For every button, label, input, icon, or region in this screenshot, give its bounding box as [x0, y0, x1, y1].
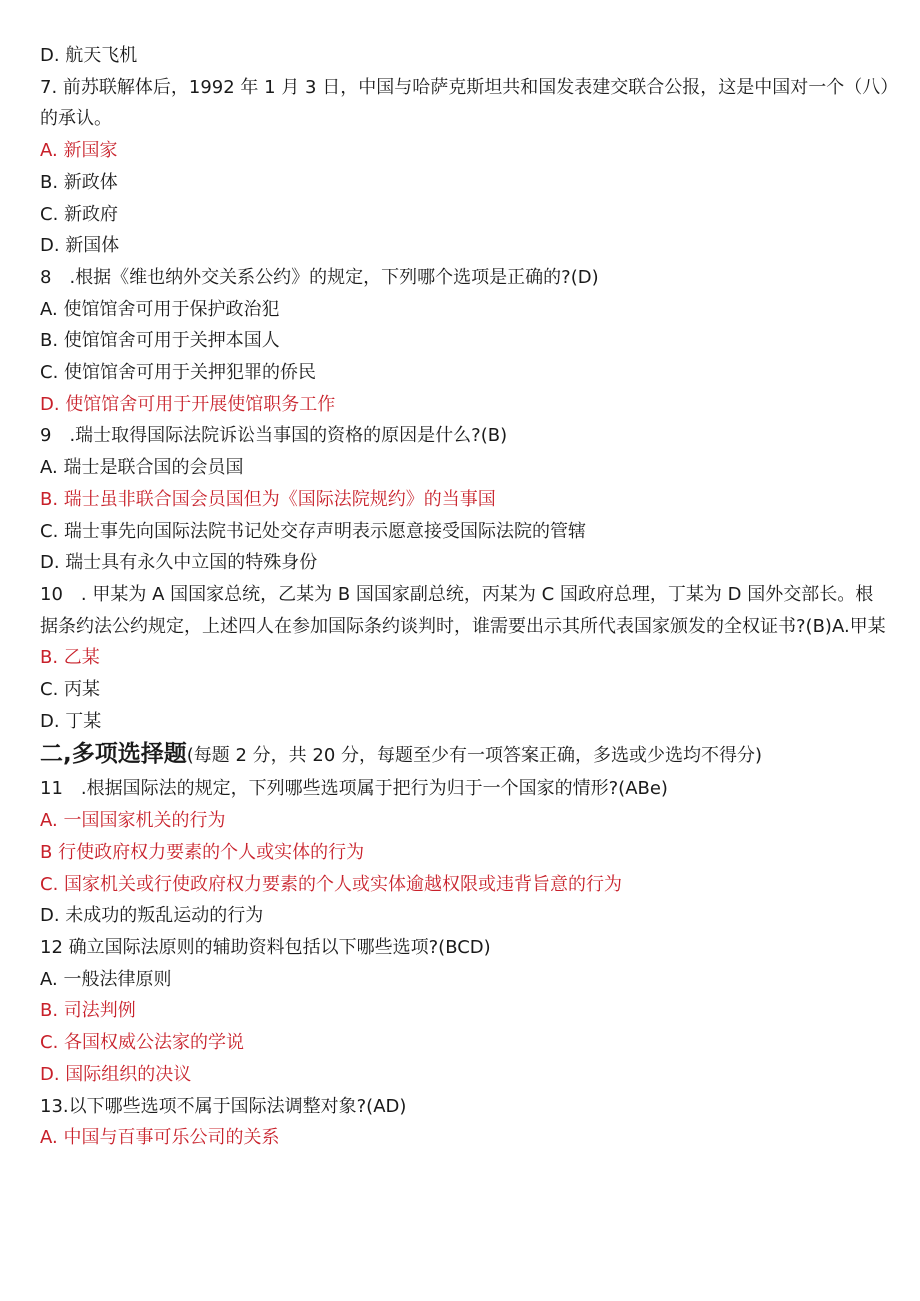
section-note: (每题 2 分，共 20 分，每题至少有一项答案正确，多选或少选均不得分) [186, 745, 763, 767]
answer-option: A. 使馆馆舍可用于保护政治犯 [40, 298, 280, 320]
answer-option-correct: B 行使政府权力要素的个人或实体的行为 [40, 841, 365, 863]
answer-option: C. 使馆馆舍可用于关押犯罪的侨民 [40, 362, 317, 384]
question-stem: 12 确立国际法原则的辅助资料包括以下哪些选项?(BCD) [40, 936, 491, 958]
answer-option-correct: D. 使馆馆舍可用于开展使馆职务工作 [40, 393, 336, 415]
answer-option: D. 新国体 [40, 235, 120, 257]
single-choice-section [40, 40, 890, 737]
answer-option-correct: B. 瑞士虽非联合国会员国但为《国际法院规约》的当事国 [40, 488, 496, 510]
document-page [40, 40, 890, 1154]
answer-option: C. 瑞士事先向国际法院书记处交存声明表示愿意接受国际法院的管辖 [40, 520, 587, 542]
answer-option-correct: B. 司法判例 [40, 1000, 136, 1022]
answer-option: A. 一般法律原则 [40, 968, 172, 990]
answer-option: D. 丁某 [40, 710, 102, 732]
answer-option-correct: B. 乙某 [40, 647, 100, 669]
question-stem: 8 .根据《维也纳外交关系公约》的规定，下列哪个选项是正确的?(D) [40, 266, 599, 288]
answer-option-correct: A. 中国与百事可乐公司的关系 [40, 1127, 280, 1149]
question-stem: 13.以下哪些选项不属于国际法调整对象?(AD) [40, 1095, 407, 1117]
answer-option-correct: D. 国际组织的决议 [40, 1063, 192, 1085]
answer-option-correct: A. 新国家 [40, 140, 118, 162]
question-stem: 7. 前苏联解体后，1992 年 1 月 3 日，中国与哈萨克斯坦共和国发表建交联合公报，这是中国对一个（八）的承认。 [40, 76, 890, 130]
answer-option: D. 未成功的叛乱运动的行为 [40, 905, 264, 927]
answer-option-correct: C. 各国权威公法家的学说 [40, 1032, 245, 1054]
answer-option-correct: C. 国家机关或行使政府权力要素的个人或实体逾越权限或违背旨意的行为 [40, 873, 623, 895]
answer-option: A. 瑞士是联合国的会员国 [40, 457, 244, 479]
question-stem: 11 .根据国际法的规定，下列哪些选项属于把行为归于一个国家的情形?(ABe) [40, 778, 668, 800]
section-title: 二,多项选择题 [40, 741, 187, 768]
multiple-choice-section [40, 773, 890, 1153]
answer-option: D. 航天飞机 [40, 45, 138, 66]
question-stem: 10 . 甲某为 A 国国家总统，乙某为 B 国国家副总统，丙某为 C 国政府总理，丁某为 D 国外交部长。根据条约法公约规定，上述四人在参加国际条约谈判时，谁需要出示其所代表国家颁发的全权证书?(B)A.甲某 [40, 583, 886, 637]
answer-option: D. 瑞士具有永久中立国的特殊身份 [40, 552, 318, 574]
answer-option-correct: A. 一国国家机关的行为 [40, 810, 226, 832]
answer-option: B. 使馆馆舍可用于关押本国人 [40, 330, 280, 352]
answer-option: C. 新政府 [40, 203, 119, 225]
answer-option: C. 丙某 [40, 679, 101, 701]
question-stem: 9 .瑞士取得国际法院诉讼当事国的资格的原因是什么?(B) [40, 425, 508, 447]
section-heading [40, 737, 890, 773]
answer-option: B. 新政体 [40, 171, 118, 193]
